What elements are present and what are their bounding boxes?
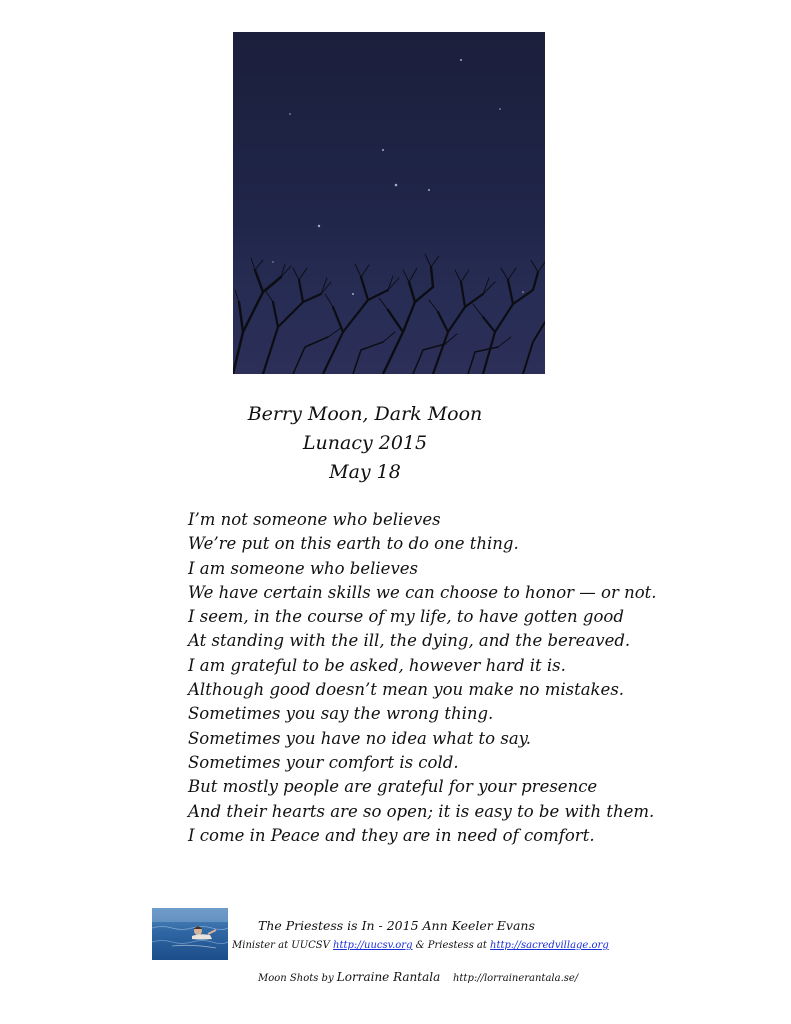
author-photo	[152, 908, 228, 960]
night-sky-image	[233, 32, 545, 374]
poem-line: I am grateful to be asked, however hard it is.	[188, 655, 566, 675]
poem-title: Berry Moon, Dark Moon	[247, 403, 483, 425]
swimmer-image	[152, 908, 228, 960]
poem-series: Lunacy 2015	[302, 432, 428, 454]
poem-line: We have certain skills we can choose to honor — or not.	[188, 582, 657, 602]
title-block	[200, 400, 530, 487]
poem-line: We’re put on this earth to do one thing.	[188, 534, 519, 554]
sacredvillage-link[interactable]: http://sacredvillage.org	[490, 940, 609, 951]
poem-line: Although good doesn’t mean you make no mistakes.	[188, 680, 625, 700]
poem-line: I come in Peace and they are in need of comfort.	[188, 825, 595, 845]
poem-line: I am someone who believes	[188, 558, 419, 578]
poem-line: I seem, in the course of my life, to have gotten good	[188, 607, 624, 627]
credit-minister-text: Minister at UUCSV	[232, 940, 334, 951]
photographer-url: http://lorrainerantala.se/	[452, 973, 579, 984]
photographer-name: Lorraine Rantala	[336, 970, 441, 984]
credit-priestess-text: & Priestess at	[412, 940, 491, 951]
credit-moonshots-text: Moon Shots by	[258, 973, 337, 984]
credit-affiliations	[232, 940, 609, 951]
poem-line: And their hearts are so open; it is easy to be with them.	[188, 801, 655, 821]
night-sky-photo	[233, 32, 545, 374]
poem-body	[188, 508, 658, 848]
poem-line: Sometimes you have no idea what to say.	[188, 728, 532, 748]
poem-line: But mostly people are grateful for your presence	[188, 777, 598, 797]
poem-line: At standing with the ill, the dying, and the bereaved.	[188, 631, 631, 651]
poem-line: Sometimes you say the wrong thing.	[188, 704, 494, 724]
uucsv-link[interactable]: http://uucsv.org	[333, 940, 413, 951]
credit-photographer	[258, 970, 578, 984]
poem-line: I’m not someone who believes	[188, 510, 441, 529]
poem-date: May 18	[329, 461, 401, 483]
poem-line: Sometimes your comfort is cold.	[188, 752, 459, 772]
credit-author: The Priestess is In - 2015 Ann Keeler Evans	[258, 918, 535, 933]
